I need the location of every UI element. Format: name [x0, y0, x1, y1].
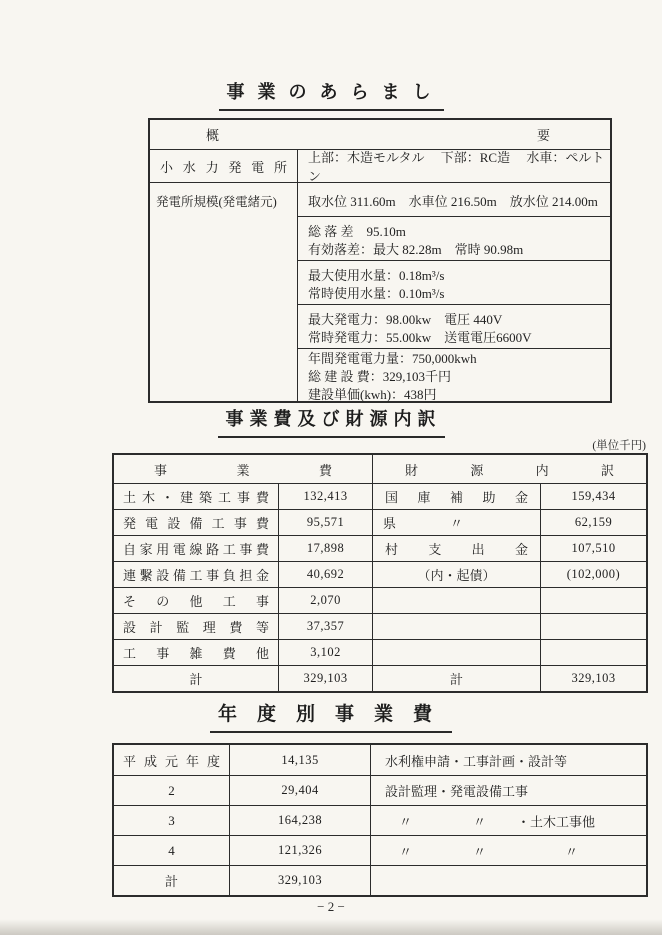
year-total-label: 計: [164, 874, 178, 889]
cost-value: 3,102: [278, 640, 372, 665]
table-row: [114, 639, 646, 665]
table-row-total: [114, 665, 646, 691]
overview-table: [148, 118, 612, 403]
section-title-budget: [0, 405, 662, 438]
table-row: [114, 483, 646, 509]
source-total-label: 計: [372, 666, 540, 691]
section-title-overview-text: 事業のあらまし: [219, 78, 444, 111]
source-value: [540, 640, 646, 665]
scale-label: 発電所規模(発電緒元): [156, 195, 277, 209]
year-description: 水利権申請・工事計画・設計等: [370, 745, 646, 775]
spec-annual-cost: 年間発電電力量：750,000kwh 総 建 設 費：329,103千円 建設単価(kwh)：438円: [298, 348, 610, 401]
description-suffix: ・土木工事他: [517, 814, 596, 829]
table-row: [114, 613, 646, 639]
source-header: 財 源 内 訳: [372, 455, 646, 483]
cost-label: そ の 他 工 事: [123, 594, 269, 609]
table-row: [114, 587, 646, 613]
source-value: 62,159: [540, 510, 646, 535]
table-row: [114, 509, 646, 535]
source-value: 159,434: [540, 484, 646, 509]
cost-label: 自 家 用 電 線 路 工 事 費: [123, 542, 269, 557]
year-label: 3: [168, 812, 175, 828]
source-value: [540, 588, 646, 613]
year-label: 2: [168, 782, 175, 798]
budget-table-header: [114, 455, 646, 483]
table-row: [114, 835, 646, 865]
table-row: [150, 149, 610, 182]
source-value: (102,000): [540, 562, 646, 587]
table-row: [114, 775, 646, 805]
cost-value: 95,571: [278, 510, 372, 535]
source-total-value: 329,103: [540, 666, 646, 691]
source-label: （内・起債）: [372, 562, 540, 587]
overview-table-header: [150, 120, 610, 149]
source-label: 村 支 出 金: [372, 536, 540, 561]
year-description: [370, 806, 646, 835]
ditto-mark: 〃: [473, 844, 487, 859]
spec-water-levels: 取水位 311.60m 水車位 216.50m 放水位 214.00m: [308, 193, 598, 209]
page-number: − 2 −: [317, 899, 345, 914]
year-description: 設計監理・発電設備工事: [370, 776, 646, 805]
ditto-mark: 〃: [399, 814, 413, 829]
section-title-budget-text: 事業費及び財源内訳: [218, 405, 445, 438]
ditto-mark: 〃: [565, 844, 579, 859]
year-label: 4: [168, 842, 175, 858]
spec-water-flow: 最大使用水量：0.18m³/s 常時使用水量：0.10m³/s: [298, 260, 610, 304]
source-label: [372, 640, 540, 665]
year-description: [370, 866, 646, 895]
table-row: [150, 182, 610, 401]
header-yo: 要: [536, 128, 550, 143]
cost-value: 2,070: [278, 588, 372, 613]
cost-value: 40,692: [278, 562, 372, 587]
year-amount: 121,326: [229, 836, 370, 865]
source-label: [372, 510, 540, 535]
ditto-mark: 〃: [399, 844, 413, 859]
ditto-mark: 〃: [473, 814, 487, 829]
year-description: [370, 836, 646, 865]
cost-label: 発 電 設 備 工 事 費: [123, 516, 269, 531]
cost-header: 事 業 費: [154, 462, 332, 478]
cost-label: 工 事 雑 費 他: [123, 646, 269, 661]
facility-value: 上部：木造モルタル 下部：RC造 水車：ペルトン: [297, 150, 610, 182]
spec-power-output: 最大発電力：98.00kw 電圧 440V 常時発電力：55.00kw 送電電圧6600V: [298, 304, 610, 348]
year-label: 平 成 元 年 度: [123, 753, 220, 769]
spec-head: 総 落 差 95.10m 有効落差：最大 82.28m 常時 90.98m: [298, 216, 610, 260]
section-title-overview: [0, 78, 662, 111]
source-value: [540, 614, 646, 639]
section-title-yearly-text: 年度別事業費: [210, 699, 452, 733]
table-row: [114, 561, 646, 587]
scan-edge-shadow: [0, 919, 662, 935]
cost-value: 132,413: [278, 484, 372, 509]
cost-total-value: 329,103: [278, 666, 372, 691]
source-label: [372, 588, 540, 613]
source-label: 国 庫 補 助 金: [372, 484, 540, 509]
ditto-mark: 〃: [449, 516, 464, 531]
table-row: [114, 745, 646, 775]
cost-total-label: 計: [189, 672, 203, 687]
year-amount: 14,135: [229, 745, 370, 775]
unit-note: (単位千円): [592, 440, 646, 452]
cost-value: 17,898: [278, 536, 372, 561]
table-row: [114, 535, 646, 561]
source-value: 107,510: [540, 536, 646, 561]
yearly-budget-table: [112, 743, 648, 897]
header-gai: 概: [206, 128, 220, 143]
budget-table: [112, 453, 648, 693]
section-title-yearly: [0, 699, 662, 733]
year-total-amount: 329,103: [229, 866, 370, 895]
year-amount: 164,238: [229, 806, 370, 835]
cost-label: 土 木 ・ 建 築 工 事 費: [123, 490, 269, 505]
scale-specs: [297, 183, 610, 401]
source-label-pref: 県: [383, 516, 397, 531]
cost-label: 連 繫 設 備 工 事 負 担 金: [123, 568, 269, 583]
year-amount: 29,404: [229, 776, 370, 805]
cost-label: 設 計 監 理 費 等: [123, 620, 269, 635]
source-label: [372, 614, 540, 639]
table-row-total: [114, 865, 646, 895]
facility-label: 小 水 力 発 電 所: [160, 159, 287, 175]
table-row: [114, 805, 646, 835]
cost-value: 37,357: [278, 614, 372, 639]
